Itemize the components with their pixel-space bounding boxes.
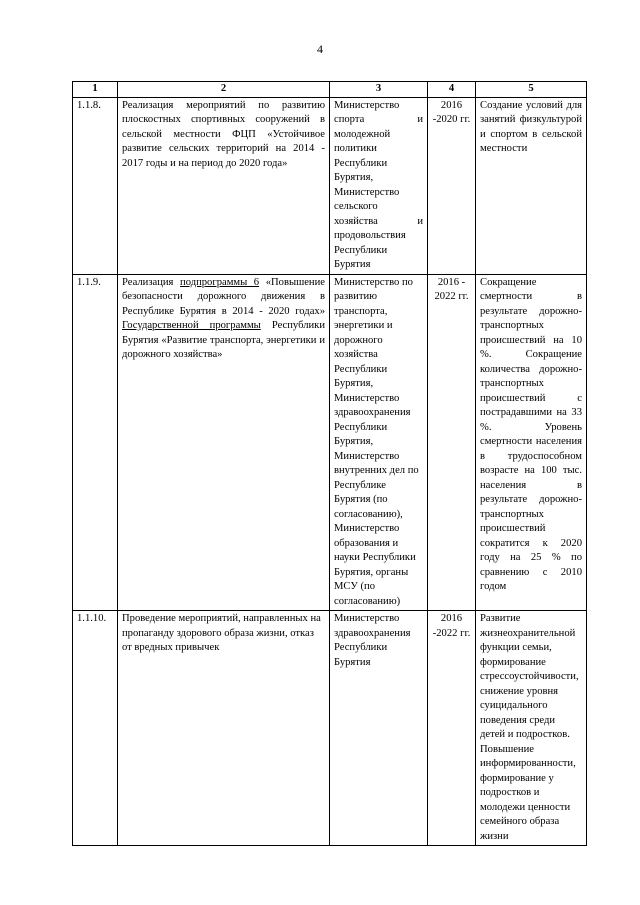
event-text: «Повышение безопасности дорожного движения в Республике Бурятия в 2014 - 2020 годах» xyxy=(122,276,325,317)
executor-cell: Министерство спорта и молодежной политики Республики Бурятия, Министерство сельского хозяйства и продовольствия Республики Бурятия xyxy=(330,97,428,274)
measures-table xyxy=(72,81,587,846)
executor-cell: Министерство по развитию транспорта, энергетики и дорожного хозяйства Республики Бурятия, Министерство здравоохранения Республики Бурятия, Министерство внутренних дел по Республике Бурятия (по согласованию), Министерство образования и науки Республики Бурятия, органы МСУ (по согласованию) xyxy=(330,274,428,611)
page-number: 4 xyxy=(317,42,323,56)
executor-cell: Министерство здравоохранения Республики Бурятия xyxy=(330,611,428,846)
header-col-3: 3 xyxy=(330,82,428,98)
header-col-1: 1 xyxy=(73,82,118,98)
event-cell xyxy=(118,274,330,611)
result-cell: Сокращение смертности в результате дорожно-транспортных происшествий на 10 %. Сокращение количества дорожно-транспортных происшествий с пострадавшими на 33 %. Уровень смертности населения в трудоспособном возрасте на 100 тыс. населения в результате дорожно-транспортных происшествий сократится к 2020 году на 25 % по сравнению с 2010 годом xyxy=(476,274,587,611)
event-cell: Проведение мероприятий, направленных на пропаганду здорового образа жизни, отказ от вредных привычек xyxy=(118,611,330,846)
table-row xyxy=(73,274,587,611)
state-program-link[interactable]: Государственной программы xyxy=(122,320,261,331)
header-col-2: 2 xyxy=(118,82,330,98)
period-cell: 2016 - 2022 гг. xyxy=(428,274,476,611)
event-cell: Реализация мероприятий по развитию плоскостных спортивных сооружений в сельской местности ФЦП «Устойчивое развитие сельских территорий на 2014 - 2017 годы и на период до 2020 года» xyxy=(118,97,330,274)
period-cell: 2016 -2020 гг. xyxy=(428,97,476,274)
row-number: 1.1.8. xyxy=(73,97,118,274)
row-number: 1.1.9. xyxy=(73,274,118,611)
event-text: Реализация xyxy=(122,276,181,288)
period-cell: 2016 -2022 гг. xyxy=(428,611,476,846)
result-cell: Создание условий для занятий физкультурой и спортом в сельской местности xyxy=(476,97,587,274)
table-row xyxy=(73,97,587,274)
event-text: Республики Бурятия «Развитие транспорта, энергетики и дорожного хозяйства» xyxy=(122,320,325,360)
table-row xyxy=(73,611,587,846)
row-number: 1.1.10. xyxy=(73,611,118,846)
result-cell: Развитие жизнеохранительной функции семьи, формирование стрессоустойчивости, снижение уровня суицидального поведения среди детей и подростков. Повышение информированности, формирование у подростков и молодежи ценности семейного образа жизни xyxy=(476,611,587,846)
header-col-4: 4 xyxy=(428,82,476,98)
header-col-5: 5 xyxy=(476,82,587,98)
header-row xyxy=(73,82,587,98)
subprogram-link[interactable]: подпрограммы 6 xyxy=(180,276,260,288)
